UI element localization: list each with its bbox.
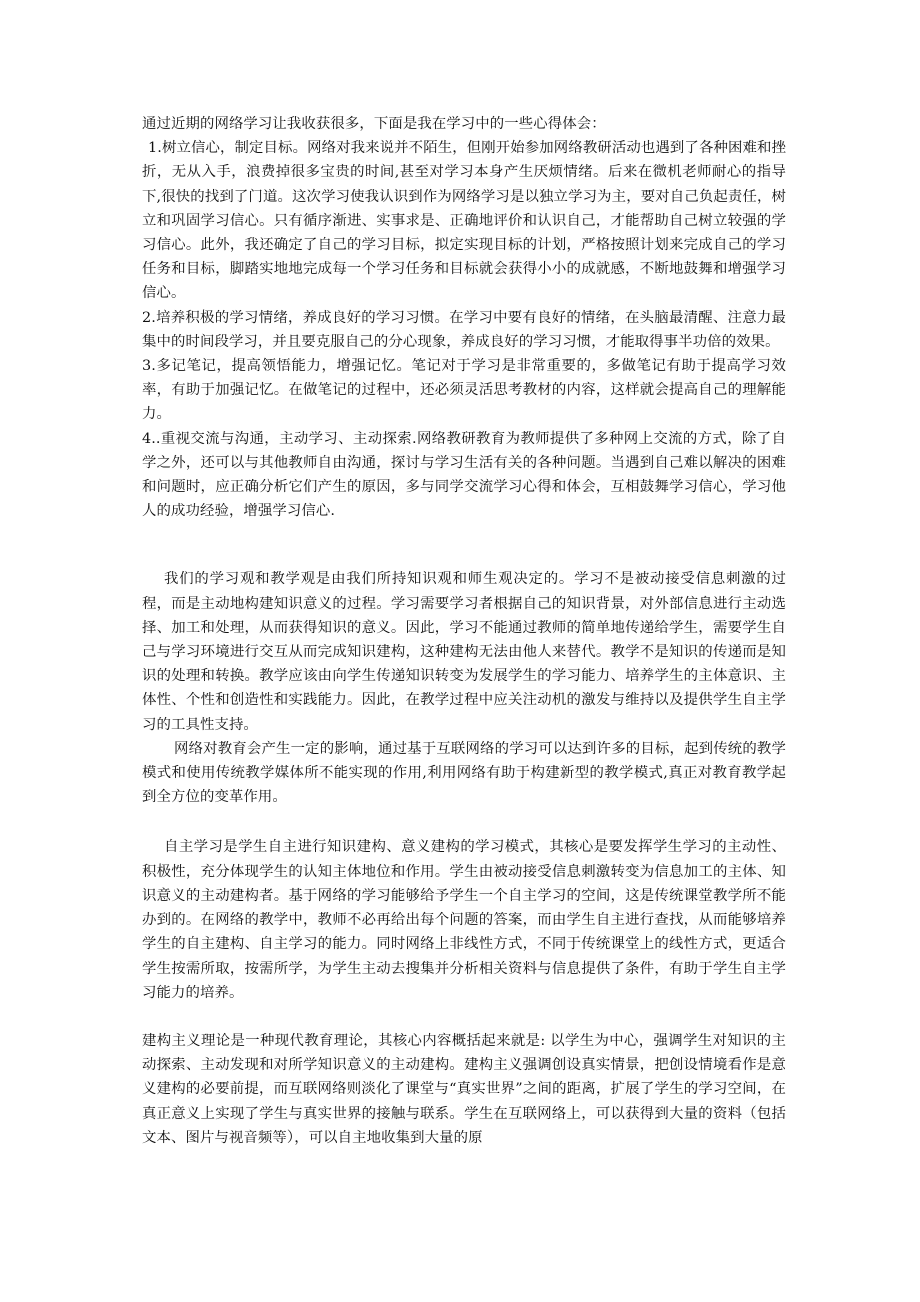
constructivism-paragraph: 建构主义理论是一种现代教育理论，其核心内容概括起来就是: 以学生为中心，强调学生对知识的主动探索、主动发现和对所学知识意义的主动建构。建构主义强调创设真实情景，把创设情境看作是意义建构的必要前提，而互联网络则淡化了课堂与“真实世界”之间的距离，扩展了学生的学习空间，在真正意义上实现了学生与真实世界的接触与联系。学生在互联网络上，可以获得到大量的资料（包括文本、图片与视音频等），可以自主地收集到大量的原 — [142, 1032, 786, 1146]
intro-paragraph: 通过近期的网络学习让我收获很多，下面是我在学习中的一些心得体会： — [142, 116, 606, 132]
point-2-paragraph: 2.培养积极的学习情绪，养成良好的学习习惯。在学习中要有良好的情绪，在头脑最清醒、注意力最集中的时间段学习，并且要克服自己的分心现象，养成良好的学习习惯，才能取得事半功倍的效果。 — [142, 309, 786, 350]
point-3-paragraph: 3.多记笔记，提高领悟能力，增强记忆。笔记对于学习是非常重要的，多做笔记有助于提高学习效率，有助于加强记忆。在做笔记的过程中，还必须灵活思考教材的内容，这样就会提高自己的理解能力。 — [142, 358, 786, 423]
section-gap — [142, 523, 786, 567]
network-impact-paragraph: 网络对教育会产生一定的影响，通过基于互联网络的学习可以达到许多的目标，起到传统的教学模式和使用传统教学媒体所不能实现的作用,利用网络有助于构建新型的教学模式,真正对教育教学起到全方位的变革作用。 — [142, 740, 786, 806]
point-4-paragraph: 4..重视交流与沟通，主动学习、主动探索.网络教研教育为教师提供了多种网上交流的方式，除了自学之外，还可以与其他教师自由沟通，探讨与学习生活有关的各种问题。当遇到自己难以解决的困难和问题时，应正确分析它们产生的原因，多与同学交流学习心得和体会，互相鼓舞学习信心，学习他人的成功经验，增强学习信心. — [142, 430, 786, 520]
point-1-paragraph: 1.树立信心，制定目标。网络对我来说并不陌生，但刚开始参加网络教研活动也遇到了各种困难和挫折，无从入手，浪费掉很多宝贵的时间,甚至对学习本身产生厌烦情绪。后来在微机老师耐心的指导下,很快的找到了门道。这次学习使我认识到作为网络学习是以独立学习为主，要对自己负起责任，树立和巩固学习信心。只有循序渐进、实事求是、正确地评价和认识自己，才能帮助自己树立较强的学习信心。此外，我还确定了自己的学习目标，拟定实现目标的计划，严格按照计划来完成自己的学习任务和目标，脚踏实地地完成每一个学习任务和目标就会获得小小的成就感，不断地鼓舞和增强学习信心。 — [142, 140, 786, 302]
document-body — [142, 112, 786, 1150]
learning-views-paragraph: 我们的学习观和教学观是由我们所持知识观和师生观决定的。学习不是被动接受信息刺激的过程，而是主动地构建知识意义的过程。学习需要学习者根据自己的知识背景，对外部信息进行主动选择、加工和处理，从而获得知识的意义。因此，学习不能通过教师的简单地传递给学生，需要学生自己与学习环境进行交互从而完成知识建构，这种建构无法由他人来替代。教学不是知识的传递而是知识的处理和转换。教学应该由向学生传递知识转变为发展学生的学习能力、培养学生的主体意识、主体性、个性和创造性和实践能力。因此，在教学过程中应关注动机的激发与维持以及提供学生自主学习的工具性支持。 — [142, 571, 786, 733]
autonomous-learning-paragraph: 自主学习是学生自主进行知识建构、意义建构的学习模式，其核心是要发挥学生学习的主动性、积极性，充分体现学生的认知主体地位和作用。学生由被动接受信息刺激转变为信息加工的主体、知识意义的主动建构者。基于网络的学习能够给予学生一个自主学习的空间，这是传统课堂教学所不能办到的。在网络的教学中，教师不必再给出每个问题的答案，而由学生自主进行查找，从而能够培养学生的自主建构、自主学习的能力。同时网络上非线性方式，不同于传统课堂上的线性方式，更适合学生按需所取，按需所学，为学生主动去搜集并分析相关资料与信息提供了条件，有助于学生自主学习能力的培养。 — [142, 839, 786, 1001]
section-gap — [142, 1005, 786, 1029]
section-gap — [142, 809, 786, 835]
